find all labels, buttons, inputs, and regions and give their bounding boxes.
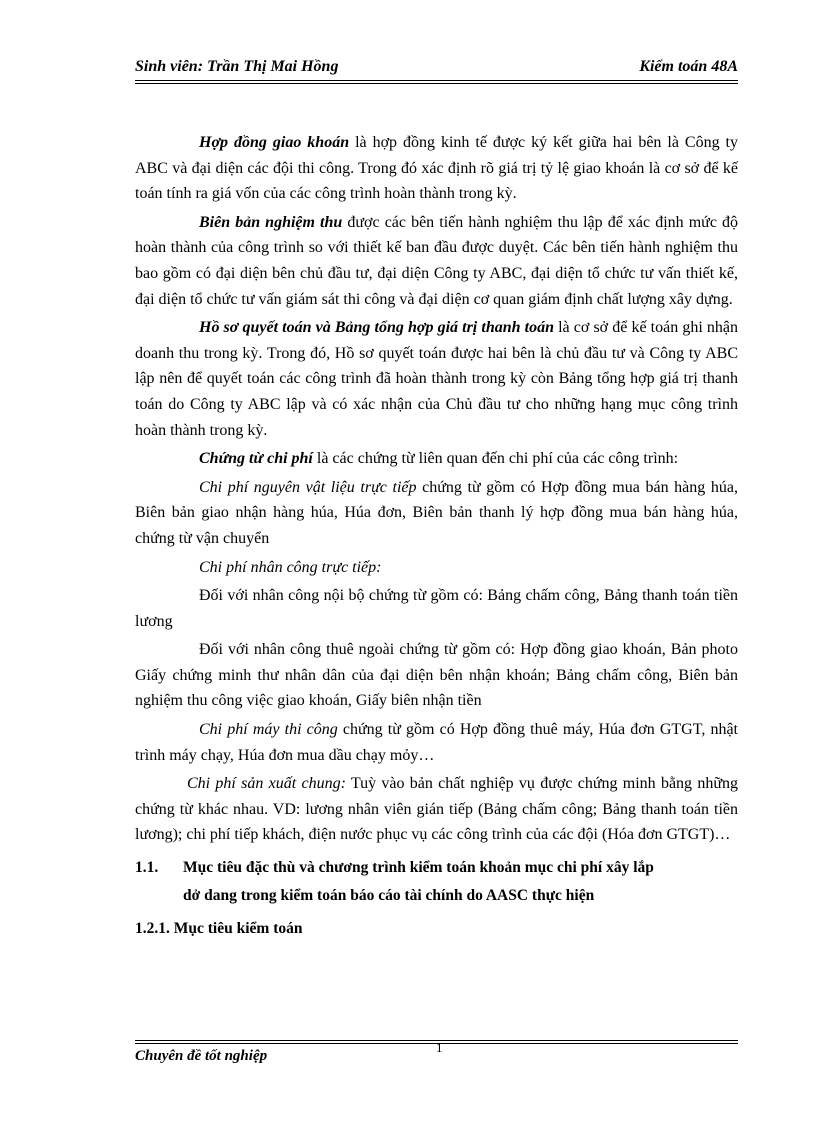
- header-class: Kiểm toán 48A: [639, 58, 738, 75]
- page-number: 1: [436, 1040, 443, 1055]
- footer-title: Chuyên đề tốt nghiệp: [135, 1048, 268, 1064]
- header-rule-thin: [135, 83, 738, 84]
- paragraph-may-thi-cong: Chi phí máy thi công chứng từ gồm có Hợp đồng thuê máy, Húa đơn GTGT, nhật trình máy chạy, Húa đơn mua dầu chạy mỏy…: [135, 721, 738, 764]
- section-heading-1-2-1: 1.2.1. Mục tiêu kiểm toán: [135, 920, 303, 938]
- paragraph-thue-ngoai: Đối với nhân công thuê ngoài chứng từ gồm có: Hợp đồng giao khoán, Bản photo Giấy chứng minh thư nhân dân của đại diện bên nhận khoán; Bảng chấm công, Biên bản nghiệm thu công việc giao khoán, Giấy biên nhận tiền: [135, 641, 738, 710]
- document-body: [135, 130, 738, 942]
- paragraph-sxc: Chi phí sản xuất chung: Tuỳ vào bản chất nghiệp vụ được chứng minh bằng những chứng từ khác nhau. VD: lương nhân viên gián tiếp (Bảng chấm công; Bảng thanh toán tiền lương); chi phí tiếp khách, điện nước phục vụ các công trình của các đội (Hóa đơn GTGT)…: [135, 775, 739, 844]
- section-heading-1-1: 1.1. Mục tiêu đặc thù và chương trình kiểm toán khoản mục chi phí xây lắp dở dang trong kiểm toán báo cáo tài chính do AASC thực hiện: [135, 859, 654, 905]
- paragraph-noi-bo: Đối với nhân công nội bộ chứng từ gồm có: Bảng chấm công, Bảng thanh toán tiền lương: [135, 587, 738, 630]
- paragraph-hop-dong: Hợp đồng giao khoán là hợp đồng kinh tế được ký kết giữa hai bên là Công ty ABC và đại diện các đội thi công. Trong đó xác định rõ giá trị tỷ lệ giao khoán là cơ sở để kế toán tính ra giá vốn của các công trình hoàn thành trong kỳ.: [135, 134, 739, 203]
- paragraph-nvl: Chi phí nguyên vật liệu trực tiếp chứng từ gồm có Hợp đồng mua bán hàng húa, Biên bản giao nhận hàng húa, Húa đơn, Biên bản thanh lý hợp đồng mua bán hàng húa, chứng từ vận chuyển: [135, 478, 739, 547]
- paragraph-bien-ban: Biên bản nghiệm thu được các bên tiến hành nghiệm thu lập để xác định mức độ hoàn thành của công trình so với thiết kế ban đầu được duyệt. Các bên tiến hành nghiệm thu bao gồm có đại diện bên chủ đầu tư, đại diện Công ty ABC, đại diện tổ chức tư vấn thiết kế, đại diện tổ chức tư vấn giám sát thi công và đại diện cơ quan giám định chất lượng xây dựng.: [135, 213, 739, 308]
- paragraph-nhan-cong: Chi phí nhân công trực tiếp:: [199, 558, 382, 576]
- paragraph-chung-tu: Chứng từ chi phí là các chứng từ liên quan đến chi phí của các công trình:: [199, 450, 679, 468]
- paragraph-ho-so: Hồ sơ quyết toán và Bảng tổng hợp giá trị thanh toán là cơ sở để kế toán ghi nhận doanh thu trong kỳ. Trong đó, Hồ sơ quyết toán được hai bên là chủ đầu tư và Công ty ABC lập nên để quyết toán các công trình đã hoàn thành trong kỳ còn Bảng tổng hợp giá trị thanh toán do Công ty ABC lập và có xác nhận của Chủ đầu tư cho những hạng mục công trình hoàn thành trong kỳ.: [135, 319, 739, 439]
- header-rule: [135, 80, 738, 81]
- header-student-name: Sinh viên: Trần Thị Mai Hồng: [135, 58, 339, 75]
